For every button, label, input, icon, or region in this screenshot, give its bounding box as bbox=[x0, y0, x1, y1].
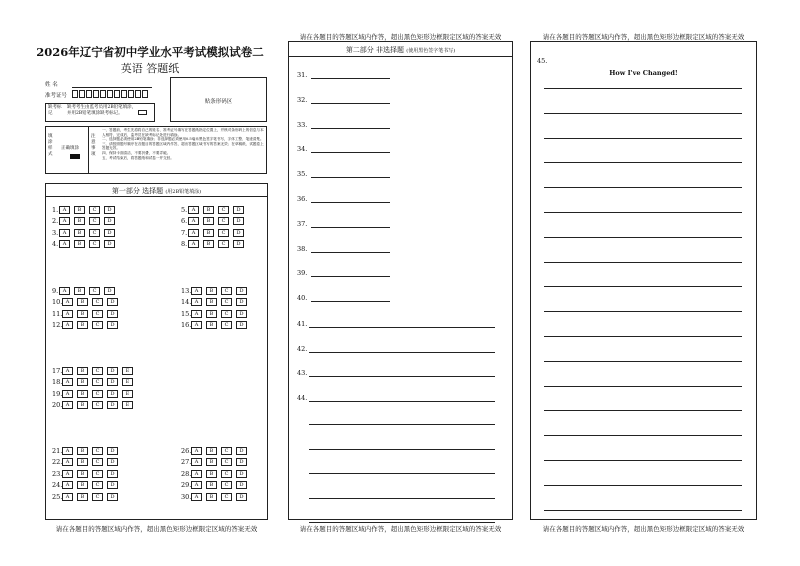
option-bubble[interactable]: B bbox=[203, 206, 214, 214]
question-number: 43. bbox=[297, 369, 308, 377]
mc-question-row bbox=[52, 321, 122, 329]
option-bubble[interactable]: D bbox=[107, 378, 118, 386]
option-bubble[interactable]: B bbox=[206, 310, 217, 318]
note-item: 五、考试结束后，将答题纸和试卷一并交回。 bbox=[102, 155, 174, 160]
question-number: 22. bbox=[52, 458, 63, 467]
question-number: 31. bbox=[297, 71, 308, 79]
option-bubble[interactable]: E bbox=[122, 367, 133, 375]
question-number: 7. bbox=[181, 228, 188, 237]
option-bubble[interactable]: D bbox=[107, 367, 118, 375]
exam-id-digit-box[interactable] bbox=[86, 90, 92, 98]
option-bubble[interactable]: B bbox=[77, 310, 88, 318]
missing-exam-mark[interactable] bbox=[138, 110, 147, 115]
question-number: 11. bbox=[52, 309, 63, 318]
exam-id-label: 准考证号 bbox=[45, 93, 68, 99]
option-bubble[interactable]: C bbox=[221, 298, 232, 306]
option-bubble[interactable]: C bbox=[92, 298, 103, 306]
option-bubble[interactable]: B bbox=[77, 493, 88, 501]
option-bubble[interactable]: C bbox=[92, 321, 103, 329]
warning-col2-top: 请在各题目的答题区域内作答，超出黑色矩形边框限定区域的答案无效 bbox=[299, 33, 502, 41]
part2-title-note: (使用黑色签字笔书写) bbox=[406, 48, 456, 54]
mc-question-row bbox=[181, 217, 248, 225]
mc-question-row bbox=[52, 310, 122, 318]
question-number: 17. bbox=[52, 367, 63, 375]
question-number: 39. bbox=[297, 269, 308, 278]
question-number: 25. bbox=[52, 492, 63, 501]
question-number: 41. bbox=[297, 320, 308, 328]
option-bubble[interactable]: D bbox=[236, 298, 247, 306]
question-number: 27. bbox=[181, 458, 192, 467]
answer-line[interactable] bbox=[311, 227, 390, 228]
answer-line[interactable] bbox=[309, 376, 495, 377]
option-bubble[interactable]: D bbox=[236, 470, 247, 478]
question-number: 36. bbox=[297, 195, 308, 203]
notes-label: 注意事项 bbox=[91, 134, 96, 157]
exam-id-digit-box[interactable] bbox=[107, 90, 113, 98]
option-bubble[interactable]: A bbox=[191, 298, 202, 306]
essay-line[interactable] bbox=[544, 286, 742, 287]
option-bubble[interactable]: D bbox=[233, 240, 244, 248]
mc-question-row bbox=[52, 447, 122, 455]
exam-id-digit-box[interactable] bbox=[79, 90, 85, 98]
question-number: 14. bbox=[181, 298, 192, 307]
fill-example-label: 填涂样式 bbox=[48, 134, 53, 157]
question-number: 5. bbox=[181, 206, 188, 214]
part1-title-note: (用2B铅笔填涂) bbox=[165, 189, 202, 195]
exam-id-digit-box[interactable] bbox=[93, 90, 99, 98]
part2-title bbox=[288, 45, 513, 55]
option-bubble[interactable]: C bbox=[221, 470, 232, 478]
option-bubble[interactable]: D bbox=[233, 229, 244, 237]
answer-line[interactable] bbox=[309, 498, 495, 499]
barcode-label: 贴条形码区 bbox=[204, 99, 233, 105]
part1-title-text: 第一部分 选择题 bbox=[111, 187, 164, 195]
option-bubble[interactable]: C bbox=[218, 206, 229, 214]
mc-question-row bbox=[181, 458, 251, 466]
option-bubble[interactable]: B bbox=[74, 240, 85, 248]
question-number: 4. bbox=[52, 240, 59, 249]
exam-id-digit-box[interactable] bbox=[114, 90, 120, 98]
option-bubble[interactable]: C bbox=[92, 481, 103, 489]
option-bubble[interactable]: D bbox=[104, 287, 115, 295]
mc-question-row bbox=[181, 229, 248, 237]
question-number: 13. bbox=[181, 287, 192, 295]
mc-question-row bbox=[181, 321, 251, 329]
exam-id-digit-box[interactable] bbox=[142, 90, 148, 98]
question-number: 8. bbox=[181, 240, 188, 249]
mc-question-row bbox=[181, 470, 251, 478]
option-bubble[interactable]: D bbox=[236, 310, 247, 318]
answer-line[interactable] bbox=[309, 352, 495, 353]
option-bubble[interactable]: C bbox=[92, 310, 103, 318]
option-bubble[interactable]: A bbox=[62, 321, 73, 329]
warning-col3-top: 请在各题目的答题区域内作答，超出黑色矩形边框限定区域的答案无效 bbox=[542, 33, 745, 41]
option-bubble[interactable]: B bbox=[203, 240, 214, 248]
option-bubble[interactable]: C bbox=[92, 401, 103, 409]
option-bubble[interactable]: B bbox=[77, 481, 88, 489]
option-bubble[interactable]: D bbox=[236, 458, 247, 466]
mc-question-row bbox=[181, 493, 251, 501]
option-bubble[interactable]: C bbox=[221, 447, 232, 455]
answer-line[interactable] bbox=[309, 473, 495, 474]
warning-col1: 请在各题目的答题区域内作答，超出黑色矩形边框限定区域的答案无效 bbox=[55, 525, 258, 533]
mc-question-row bbox=[181, 447, 251, 455]
exam-id-digit-box[interactable] bbox=[128, 90, 134, 98]
note-item: 四、保持卡面清洁，不要折叠，不要弄破。 bbox=[102, 150, 171, 155]
question-number: 2. bbox=[52, 217, 59, 226]
option-bubble[interactable]: C bbox=[221, 321, 232, 329]
option-bubble[interactable]: A bbox=[191, 287, 202, 295]
option-bubble[interactable]: C bbox=[92, 458, 103, 466]
mc-question-row bbox=[52, 390, 137, 398]
essay-line[interactable] bbox=[544, 361, 742, 362]
missing-exam-label: 缺考标记 bbox=[48, 105, 62, 116]
option-bubble[interactable]: C bbox=[92, 390, 103, 398]
option-bubble[interactable]: D bbox=[233, 217, 244, 225]
essay-line[interactable] bbox=[544, 138, 742, 139]
answer-line[interactable] bbox=[309, 424, 495, 425]
essay-line[interactable] bbox=[544, 435, 742, 436]
essay-title: How I've Changed! bbox=[609, 69, 678, 77]
option-bubble[interactable]: D bbox=[107, 447, 118, 455]
option-bubble[interactable]: E bbox=[122, 378, 133, 386]
option-bubble[interactable]: D bbox=[107, 298, 118, 306]
option-bubble[interactable]: A bbox=[62, 458, 73, 466]
option-bubble[interactable]: C bbox=[89, 240, 100, 248]
warning-col3-bottom: 请在各题目的答题区域内作答，超出黑色矩形边框限定区域的答案无效 bbox=[542, 525, 745, 533]
option-bubble[interactable]: B bbox=[74, 217, 85, 225]
option-bubble[interactable]: A bbox=[191, 493, 202, 501]
option-bubble[interactable]: D bbox=[236, 481, 247, 489]
option-bubble[interactable]: D bbox=[236, 447, 247, 455]
option-bubble[interactable]: C bbox=[92, 367, 103, 375]
option-bubble[interactable]: C bbox=[218, 240, 229, 248]
option-bubble[interactable]: B bbox=[74, 287, 85, 295]
option-bubble[interactable]: B bbox=[77, 470, 88, 478]
option-bubble[interactable]: A bbox=[191, 310, 202, 318]
exam-id-digit-box[interactable] bbox=[135, 90, 141, 98]
note-item: 一、答题前，考生先将将自己的姓名、准考证号填写在答题纸指定位置上，并核对条形码上的信息与本人相符，完成后，监考员在缺考标记处进行填涂。 bbox=[102, 128, 264, 137]
option-bubble[interactable]: B bbox=[77, 401, 88, 409]
question-number: 19. bbox=[52, 389, 63, 398]
option-bubble[interactable]: D bbox=[236, 287, 247, 295]
question-number: 26. bbox=[181, 447, 192, 455]
option-bubble[interactable]: C bbox=[221, 493, 232, 501]
option-bubble[interactable]: D bbox=[104, 240, 115, 248]
option-bubble[interactable]: B bbox=[74, 229, 85, 237]
option-bubble[interactable]: B bbox=[206, 458, 217, 466]
option-bubble[interactable]: A bbox=[59, 229, 70, 237]
mc-question-row bbox=[52, 458, 122, 466]
option-bubble[interactable]: D bbox=[236, 493, 247, 501]
missing-exam-text: 缺考考生由监考员用2B铅笔填涂，并用2B铅笔填涂缺考标记。 bbox=[67, 105, 137, 116]
essay-line[interactable] bbox=[544, 237, 742, 238]
option-bubble[interactable]: C bbox=[89, 206, 100, 214]
answer-line[interactable] bbox=[309, 327, 495, 328]
exam-id-digit-box[interactable] bbox=[100, 90, 106, 98]
option-bubble[interactable]: A bbox=[188, 229, 199, 237]
option-bubble[interactable]: B bbox=[203, 217, 214, 225]
option-bubble[interactable]: B bbox=[77, 367, 88, 375]
essay-line[interactable] bbox=[544, 386, 742, 387]
question-number: 3. bbox=[52, 228, 59, 237]
option-bubble[interactable]: A bbox=[62, 378, 73, 386]
answer-line[interactable] bbox=[311, 252, 390, 253]
part2-header-line bbox=[288, 56, 513, 57]
option-bubble[interactable]: A bbox=[62, 470, 73, 478]
option-bubble[interactable]: A bbox=[62, 310, 73, 318]
question-number: 44. bbox=[297, 394, 308, 402]
note-item: 三、请按照题号顺序在各题目的答题区域内作答，超出答题区域书写的答案无效；在草稿纸、试题卷上答题无效。 bbox=[102, 141, 264, 151]
essay-line[interactable] bbox=[544, 510, 742, 511]
mc-question-row bbox=[52, 229, 119, 237]
option-bubble[interactable]: B bbox=[77, 378, 88, 386]
answer-line[interactable] bbox=[311, 128, 390, 129]
option-bubble[interactable]: D bbox=[104, 229, 115, 237]
question-number: 12. bbox=[52, 321, 63, 330]
question-number: 40. bbox=[297, 294, 308, 303]
essay-line[interactable] bbox=[544, 410, 742, 411]
option-bubble[interactable]: B bbox=[206, 447, 217, 455]
answer-line[interactable] bbox=[311, 276, 390, 277]
option-bubble[interactable]: A bbox=[191, 470, 202, 478]
option-bubble[interactable]: B bbox=[206, 321, 217, 329]
essay-line[interactable] bbox=[544, 162, 742, 163]
part1-title bbox=[45, 186, 268, 196]
mc-question-row bbox=[181, 481, 251, 489]
mc-question-row bbox=[181, 287, 251, 295]
option-bubble[interactable]: D bbox=[107, 321, 118, 329]
essay-line[interactable] bbox=[544, 187, 742, 188]
option-bubble[interactable]: B bbox=[77, 390, 88, 398]
option-bubble[interactable]: D bbox=[104, 206, 115, 214]
question-number: 33. bbox=[297, 120, 308, 129]
mc-question-row bbox=[181, 310, 251, 318]
essay-line[interactable] bbox=[544, 311, 742, 312]
option-bubble[interactable]: B bbox=[206, 298, 217, 306]
option-bubble[interactable]: C bbox=[89, 229, 100, 237]
option-bubble[interactable]: B bbox=[77, 298, 88, 306]
warning-col2-bottom: 请在各题目的答题区域内作答，超出黑色矩形边框限定区域的答案无效 bbox=[299, 525, 502, 533]
exam-id-boxes[interactable] bbox=[72, 90, 152, 99]
option-bubble[interactable]: B bbox=[206, 493, 217, 501]
exam-title: 2026年辽宁省初中学业水平考试模拟试卷二 bbox=[36, 45, 264, 59]
question-number: 15. bbox=[181, 309, 192, 318]
fill-example-correct: 正确填涂 bbox=[61, 146, 79, 151]
name-field[interactable] bbox=[72, 87, 152, 88]
option-bubble[interactable]: B bbox=[203, 229, 214, 237]
fill-example-divider bbox=[88, 126, 89, 174]
mc-question-row bbox=[181, 298, 251, 306]
option-bubble[interactable]: A bbox=[62, 493, 73, 501]
option-bubble[interactable]: A bbox=[59, 287, 70, 295]
answer-line[interactable] bbox=[311, 78, 390, 79]
mc-question-row bbox=[52, 367, 137, 375]
notes-text bbox=[102, 128, 264, 160]
option-bubble[interactable]: A bbox=[59, 206, 70, 214]
filled-sample-mark bbox=[70, 154, 80, 159]
option-bubble[interactable]: A bbox=[62, 481, 73, 489]
part1-header-line bbox=[45, 196, 268, 197]
question-number: 18. bbox=[52, 378, 63, 387]
option-bubble[interactable]: A bbox=[62, 298, 73, 306]
option-bubble[interactable]: B bbox=[77, 321, 88, 329]
note-item: 二、选择题必须使用2B铅笔填涂；非选择题必须使用0.5毫米黑色签字笔书写，字体工整、笔迹清楚。 bbox=[102, 137, 264, 142]
option-bubble[interactable]: D bbox=[236, 321, 247, 329]
option-bubble[interactable]: A bbox=[59, 217, 70, 225]
option-bubble[interactable]: A bbox=[188, 217, 199, 225]
essay-line[interactable] bbox=[544, 262, 742, 263]
essay-line[interactable] bbox=[544, 336, 742, 337]
exam-id-digit-box[interactable] bbox=[121, 90, 127, 98]
answer-line[interactable] bbox=[311, 202, 390, 203]
option-bubble[interactable]: B bbox=[206, 470, 217, 478]
mc-question-row bbox=[52, 401, 137, 409]
mc-question-row bbox=[181, 240, 248, 248]
question-number: 16. bbox=[181, 321, 192, 330]
essay-line[interactable] bbox=[544, 460, 742, 461]
essay-line[interactable] bbox=[544, 485, 742, 486]
option-bubble[interactable]: B bbox=[77, 447, 88, 455]
option-bubble[interactable]: E bbox=[122, 401, 133, 409]
mc-question-row bbox=[52, 378, 137, 386]
subject-title: 英语 答题纸 bbox=[120, 62, 180, 75]
option-bubble[interactable]: B bbox=[206, 481, 217, 489]
option-bubble[interactable]: A bbox=[62, 390, 73, 398]
answer-line[interactable] bbox=[311, 103, 390, 104]
option-bubble[interactable]: C bbox=[92, 447, 103, 455]
option-bubble[interactable]: D bbox=[107, 481, 118, 489]
option-bubble[interactable]: D bbox=[233, 206, 244, 214]
essay-number: 45. bbox=[537, 57, 548, 65]
option-bubble[interactable]: A bbox=[62, 447, 73, 455]
option-bubble[interactable]: B bbox=[206, 287, 217, 295]
name-label: 姓 名 bbox=[45, 82, 58, 88]
question-number: 20. bbox=[52, 401, 63, 410]
option-bubble[interactable]: D bbox=[107, 493, 118, 501]
answer-line[interactable] bbox=[309, 449, 495, 450]
question-number: 6. bbox=[181, 217, 188, 226]
option-bubble[interactable]: A bbox=[191, 321, 202, 329]
option-bubble[interactable]: C bbox=[221, 458, 232, 466]
option-bubble[interactable]: A bbox=[62, 367, 73, 375]
question-number: 42. bbox=[297, 345, 308, 353]
mc-question-row bbox=[52, 240, 119, 248]
option-bubble[interactable]: D bbox=[104, 217, 115, 225]
option-bubble[interactable]: C bbox=[92, 378, 103, 386]
mc-question-row bbox=[52, 298, 122, 306]
option-bubble[interactable]: C bbox=[221, 287, 232, 295]
question-number: 32. bbox=[297, 95, 308, 104]
essay-line[interactable] bbox=[544, 113, 742, 114]
option-bubble[interactable]: B bbox=[74, 206, 85, 214]
question-number: 34. bbox=[297, 145, 308, 154]
option-bubble[interactable]: A bbox=[191, 447, 202, 455]
question-number: 24. bbox=[52, 481, 63, 490]
part2-title-text: 第二部分 非选择题 bbox=[345, 46, 405, 54]
question-number: 35. bbox=[297, 170, 308, 179]
option-bubble[interactable]: B bbox=[77, 458, 88, 466]
question-number: 1. bbox=[52, 206, 59, 214]
option-bubble[interactable]: C bbox=[89, 217, 100, 225]
option-bubble[interactable]: A bbox=[188, 206, 199, 214]
essay-line[interactable] bbox=[544, 88, 742, 89]
question-number: 38. bbox=[297, 244, 308, 253]
option-bubble[interactable]: A bbox=[62, 401, 73, 409]
option-bubble[interactable]: A bbox=[191, 481, 202, 489]
option-bubble[interactable]: C bbox=[92, 493, 103, 501]
mc-question-row bbox=[52, 470, 122, 478]
option-bubble[interactable]: E bbox=[122, 390, 133, 398]
option-bubble[interactable]: C bbox=[221, 481, 232, 489]
essay-line[interactable] bbox=[544, 212, 742, 213]
mc-question-row bbox=[52, 287, 119, 295]
option-bubble[interactable]: D bbox=[107, 401, 118, 409]
option-bubble[interactable]: A bbox=[188, 240, 199, 248]
question-number: 9. bbox=[52, 287, 59, 295]
option-bubble[interactable]: C bbox=[218, 217, 229, 225]
question-number: 28. bbox=[181, 469, 192, 478]
mc-question-row bbox=[52, 493, 122, 501]
option-bubble[interactable]: D bbox=[107, 390, 118, 398]
option-bubble[interactable]: A bbox=[59, 240, 70, 248]
answer-line[interactable] bbox=[311, 152, 390, 153]
option-bubble[interactable]: D bbox=[107, 470, 118, 478]
question-number: 23. bbox=[52, 469, 63, 478]
answer-line[interactable] bbox=[311, 301, 390, 302]
mc-question-row bbox=[52, 481, 122, 489]
question-number: 10. bbox=[52, 298, 63, 307]
question-number: 30. bbox=[181, 492, 192, 501]
mc-question-row bbox=[52, 206, 119, 214]
option-bubble[interactable]: A bbox=[191, 458, 202, 466]
option-bubble[interactable]: C bbox=[221, 310, 232, 318]
option-bubble[interactable]: D bbox=[107, 310, 118, 318]
answer-line[interactable] bbox=[309, 522, 495, 523]
question-number: 37. bbox=[297, 219, 308, 228]
option-bubble[interactable]: C bbox=[92, 470, 103, 478]
option-bubble[interactable]: C bbox=[218, 229, 229, 237]
option-bubble[interactable]: C bbox=[89, 287, 100, 295]
option-bubble[interactable]: D bbox=[107, 458, 118, 466]
mc-question-row bbox=[52, 217, 119, 225]
question-number: 21. bbox=[52, 447, 63, 455]
exam-id-digit-box[interactable] bbox=[72, 90, 78, 98]
mc-question-row bbox=[181, 206, 248, 214]
question-number: 29. bbox=[181, 481, 192, 490]
answer-line[interactable] bbox=[311, 177, 390, 178]
answer-line[interactable] bbox=[309, 401, 495, 402]
